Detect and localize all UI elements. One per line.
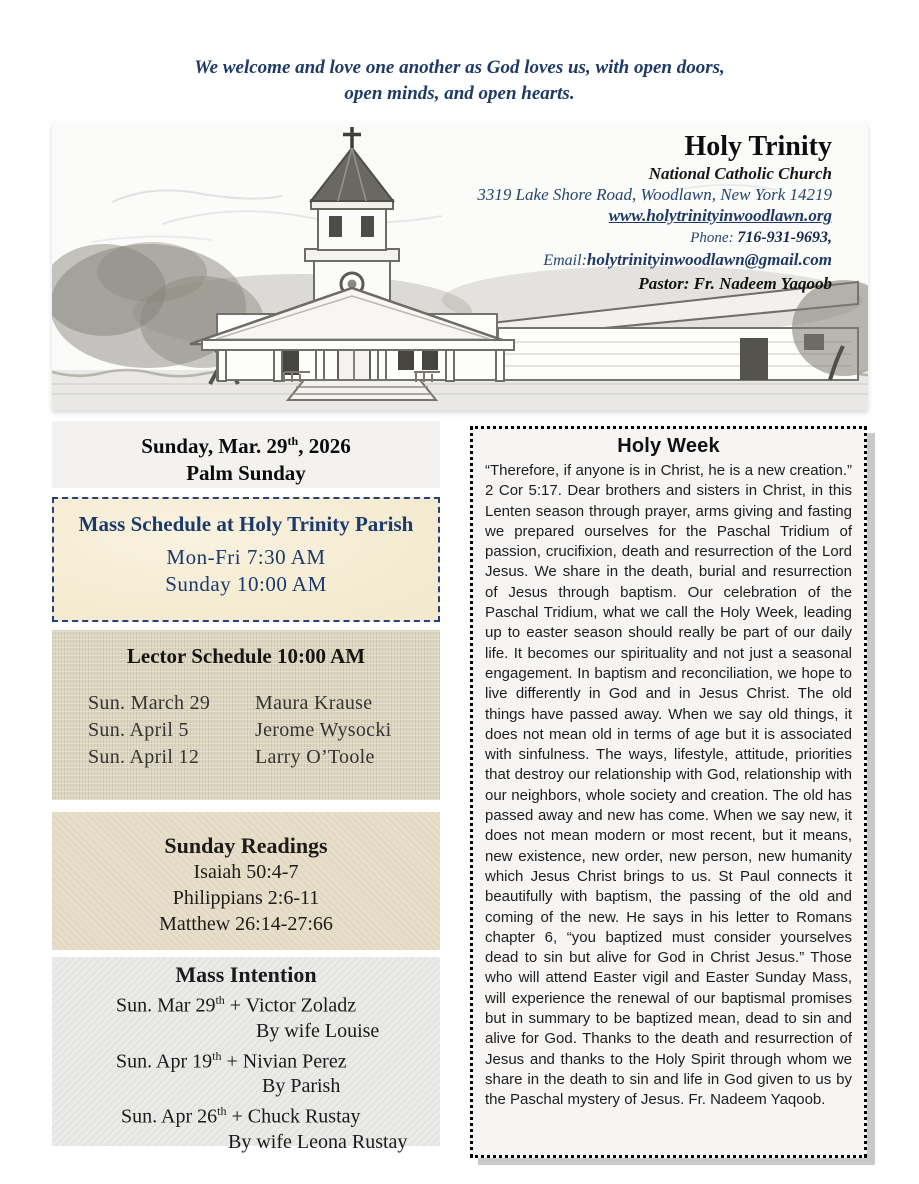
church-contact-block: [477, 130, 832, 295]
intention-by: By wife Louise: [256, 1019, 380, 1042]
phone-label: Phone:: [690, 230, 738, 246]
lector-name: Jerome Wysocki: [255, 719, 392, 741]
mass-schedule-title: Mass Schedule at Holy Trinity Parish: [78, 512, 414, 536]
church-phone-line: [477, 227, 832, 249]
mass-schedule-weekday: Mon-Fri 7:30 AM: [166, 545, 326, 569]
date-box: [52, 421, 440, 488]
pastor-name: Fr. Nadeem Yaqoob: [693, 274, 832, 293]
lector-row: [52, 690, 440, 717]
lector-row: [52, 717, 440, 744]
lector-schedule-title: Lector Schedule 10:00 AM: [126, 644, 366, 668]
intention-by: By Parish: [262, 1075, 341, 1098]
lector-date: Sun. March 29: [88, 692, 211, 714]
pastor-label: Pastor:: [638, 274, 694, 293]
welcome-line-1: We welcome and love one another as God loves us, with open doors,: [194, 57, 725, 78]
church-website-link[interactable]: [477, 205, 832, 227]
website-url[interactable]: www.holytrinityinwoodlawn.org: [608, 206, 832, 225]
email-label: Email:: [543, 252, 587, 269]
welcome-line-2: open minds, and open hearts.: [344, 83, 575, 104]
reading-line: Isaiah 50:4-7: [193, 861, 299, 883]
holy-week-body: “Therefore, if anyone is in Christ, he is a new creation.” 2 Cor 5:17. Dear brothers and sisters in Christ, in this Lenten season through prayer, arms giving and fasting we prepared ourselves for the Paschal Tridium of passion, crucifixion, death and resurrection of the Lord Jesus. We share in the death, burial and resurrection of Jesus through baptism. Our celebration of the Paschal Tridium, what we call the Holy Week, leading up to easter season should really be part of our daily life. It becomes our spirituality and not just a seasonal engagement. In baptism and reconciliation, we hope to live differently in God and in Jesus Christ. The old things have passed away. When we say old things, it does not mean old in terms of age but it is associated with sinfulness. The ways, lifestyle, attitude, priorities that destroy our relationship with God, relationship with our neighbors, whole society and creation. The old has passed away and new has come. When we say new, it does not mean modern or most recent, but it means, new existence, new order, new person, new humanity which Jesus Christ brings to us. St Paul connects it beautifully with baptism, the passing of the old and coming of the new. He says in his letter to Romans chapter 6, “you baptized must consider yourselves dead to sin but alive for God in Christ Jesus.” Those who will attend Easter vigil and Easter Sunday Mass, will experience the renewal of our baptismal promises but in summary to be baptized mean, dead to sin and alive for God. Thanks to the death and resurrection of Jesus and thanks to the Holy Spirit through whom we share in the death to sin and life in God given to us by the Paschal mystery of Jesus. Fr. Nadeem Yaqoob.: [485, 462, 852, 1109]
sunday-readings-title: Sunday Readings: [164, 833, 328, 858]
intention-entry: Sun. Apr 26th + Chuck Rustay: [121, 1104, 361, 1128]
lector-date: Sun. April 5: [88, 719, 189, 741]
lector-date: Sun. April 12: [88, 746, 200, 768]
lector-rows: [52, 690, 440, 771]
liturgical-day: Palm Sunday: [186, 461, 306, 485]
welcome-banner: [0, 55, 919, 107]
church-email-line: [477, 249, 832, 272]
mass-intention-title: Mass Intention: [175, 962, 317, 987]
lector-name: Larry O’Toole: [255, 746, 375, 768]
lector-schedule-box: [52, 630, 440, 800]
church-name: Holy Trinity: [684, 131, 832, 162]
date-superscript: th: [212, 1048, 222, 1063]
holy-week-box: [470, 426, 867, 1158]
pastor-line: [477, 272, 832, 295]
lector-name: Maura Krause: [255, 692, 373, 714]
holy-week-title: Holy Week: [617, 435, 720, 457]
lector-row: [52, 744, 440, 771]
intention-entry: Sun. Apr 19th + Nivian Perez: [116, 1048, 347, 1073]
church-subtitle: National Catholic Church: [648, 164, 832, 183]
phone-number: 716-931-9693,: [737, 229, 832, 246]
intention-entry: Sun. Mar 29th + Victor Zoladz: [116, 993, 357, 1017]
reading-line: Matthew 26:14-27:66: [159, 913, 333, 935]
church-header-image: [52, 122, 868, 410]
mass-schedule-box: [52, 497, 440, 622]
bulletin-date: Sunday, Mar. 29th, 2026: [141, 434, 351, 458]
email-address[interactable]: holytrinityinwoodlawn@gmail.com: [586, 250, 832, 269]
church-address: 3319 Lake Shore Road, Woodlawn, New York 14219: [477, 185, 832, 204]
mass-intention-box: [52, 957, 440, 1153]
mass-schedule-sunday: Sunday 10:00 AM: [165, 572, 327, 596]
sunday-readings-box: [52, 812, 440, 950]
reading-line: Philippians 2:6-11: [172, 887, 320, 909]
date-superscript: th: [287, 434, 299, 448]
intention-by: By wife Leona Rustay: [228, 1130, 408, 1153]
date-superscript: th: [215, 993, 225, 1007]
date-superscript: th: [217, 1104, 227, 1119]
